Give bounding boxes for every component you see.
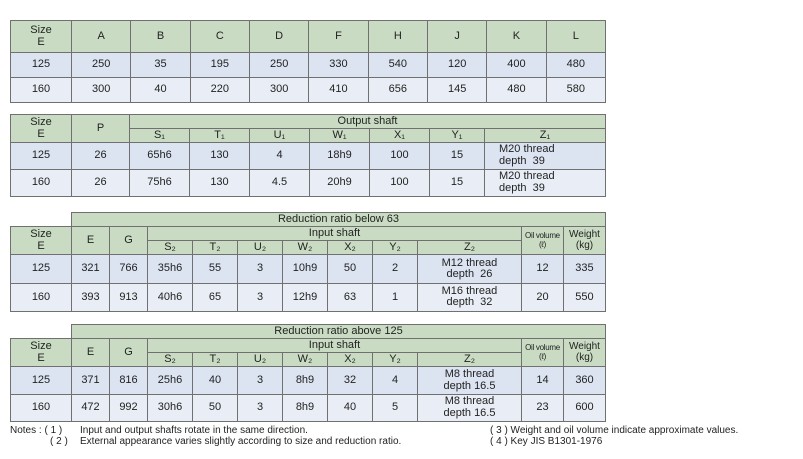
table-cell: 125 — [11, 367, 72, 394]
table-cell: 8h9 — [283, 367, 328, 394]
table-row — [11, 170, 606, 197]
table-cell: 18h9 — [310, 143, 370, 170]
col-header-z1: Z₁ — [485, 129, 606, 143]
col-header-x1: X₁ — [370, 129, 430, 143]
col-header-u1: U₁ — [250, 129, 310, 143]
table-cell: 816 — [110, 367, 148, 394]
col-header-w2: W₂ — [283, 353, 328, 367]
col-header-s2: S₂ — [148, 353, 193, 367]
table-cell: 40 — [193, 367, 238, 394]
table-cell: 3 — [238, 367, 283, 394]
col-header-t2: T₂ — [193, 353, 238, 367]
col-header-z2: Z₂ — [418, 241, 522, 255]
col-header-y2: Y₂ — [373, 241, 418, 255]
table-cell: 10h9 — [283, 255, 328, 283]
table-cell: 550 — [563, 283, 605, 311]
thread-cell: M20 thread depth 39 — [485, 143, 606, 170]
table-cell: 75h6 — [130, 170, 190, 197]
blank-cell — [11, 325, 72, 339]
table-cell: 35h6 — [148, 255, 193, 283]
col-header-k: K — [487, 21, 546, 53]
size-header: Size E — [11, 339, 72, 367]
reduction-below-63-table — [10, 212, 606, 312]
notes-row-1 — [10, 425, 800, 436]
table-title: Reduction ratio above 125 — [72, 325, 606, 339]
table-cell: 23 — [521, 394, 563, 421]
col-header-b: B — [131, 21, 190, 53]
note-2-number: ( 2 ) — [50, 436, 68, 447]
table-cell: 5 — [373, 394, 418, 421]
table-cell: 195 — [190, 53, 249, 78]
table-cell: 300 — [72, 78, 131, 103]
oil-volume-header: Oil volume (ℓ) — [521, 339, 563, 367]
table-cell: 125 — [11, 255, 72, 283]
size-header: Size E — [11, 115, 72, 143]
table-cell: 30h6 — [148, 394, 193, 421]
table-cell: 125 — [11, 143, 72, 170]
thread-cell: M20 thread depth 39 — [485, 170, 606, 197]
table-cell: 335 — [563, 255, 605, 283]
table-cell: 2 — [373, 255, 418, 283]
table-cell: 12h9 — [283, 283, 328, 311]
thread-cell: M12 thread depth 26 — [418, 255, 522, 283]
table-header-row — [11, 339, 606, 353]
table-cell: 100 — [370, 170, 430, 197]
title-row — [11, 213, 606, 227]
col-header-s2: S₂ — [148, 241, 193, 255]
note-1: Input and output shafts rotate in the same direction. — [80, 425, 308, 436]
col-header-z2: Z₂ — [418, 353, 522, 367]
table-row — [11, 255, 606, 283]
table-cell: 3 — [238, 394, 283, 421]
thread-cell: M16 thread depth 32 — [418, 283, 522, 311]
table-cell: 65 — [193, 283, 238, 311]
note-4: ( 4 ) Key JIS B1301-1976 — [490, 436, 603, 447]
table-cell: 14 — [521, 367, 563, 394]
thread-cell: M8 thread depth 16.5 — [418, 367, 522, 394]
col-header-h: H — [368, 21, 427, 53]
output-shaft-header: Output shaft — [130, 115, 606, 129]
table-cell: 580 — [546, 78, 605, 103]
table-cell: 145 — [427, 78, 486, 103]
col-header-e: E — [72, 339, 110, 367]
table-cell: 20 — [521, 283, 563, 311]
table-cell: 4 — [373, 367, 418, 394]
table-title: Reduction ratio below 63 — [72, 213, 606, 227]
col-header-c: C — [190, 21, 249, 53]
notes — [10, 425, 800, 447]
table-cell: 20h9 — [310, 170, 370, 197]
input-shaft-header: Input shaft — [148, 339, 522, 353]
input-shaft-header: Input shaft — [148, 227, 522, 241]
col-header-w1: W₁ — [310, 129, 370, 143]
table-cell: 321 — [72, 255, 110, 283]
table-cell: 393 — [72, 283, 110, 311]
table-header-row — [11, 115, 606, 129]
thread-cell: M8 thread depth 16.5 — [418, 394, 522, 421]
blank-cell — [11, 213, 72, 227]
col-header-y1: Y₁ — [430, 129, 485, 143]
table-cell: 540 — [368, 53, 427, 78]
col-header-x2: X₂ — [328, 241, 373, 255]
col-header-x2: X₂ — [328, 353, 373, 367]
table-cell: 125 — [11, 53, 72, 78]
table-cell: 40h6 — [148, 283, 193, 311]
table-cell: 250 — [72, 53, 131, 78]
table-cell: 250 — [249, 53, 308, 78]
table-cell: 992 — [110, 394, 148, 421]
table-row — [11, 78, 606, 103]
table-cell: 8h9 — [283, 394, 328, 421]
table-cell: 1 — [373, 283, 418, 311]
title-row — [11, 325, 606, 339]
table-cell: 65h6 — [130, 143, 190, 170]
table-row — [11, 283, 606, 311]
col-header-t2: T₂ — [193, 241, 238, 255]
table-cell: 656 — [368, 78, 427, 103]
table-cell: 26 — [72, 170, 130, 197]
table-cell: 50 — [193, 394, 238, 421]
col-header-d: D — [249, 21, 308, 53]
table-cell: 50 — [328, 255, 373, 283]
col-header-u2: U₂ — [238, 241, 283, 255]
table-cell: 100 — [370, 143, 430, 170]
col-header-y2: Y₂ — [373, 353, 418, 367]
col-header-e: E — [72, 227, 110, 255]
table-cell: 3 — [238, 283, 283, 311]
output-shaft-table — [10, 114, 606, 197]
table-header-row — [11, 227, 606, 241]
size-header: Size E — [11, 227, 72, 255]
notes-prefix: Notes : ( 1 ) — [10, 425, 63, 436]
col-header-s1: S₁ — [130, 129, 190, 143]
table-cell: 300 — [249, 78, 308, 103]
note-3: ( 3 ) Weight and oil volume indicate approximate values. — [490, 425, 739, 436]
table-cell: 25h6 — [148, 367, 193, 394]
table-cell: 26 — [72, 143, 130, 170]
table-cell: 160 — [11, 283, 72, 311]
table-cell: 913 — [110, 283, 148, 311]
table-cell: 330 — [309, 53, 368, 78]
reduction-above-125-table — [10, 324, 606, 422]
table-cell: 40 — [328, 394, 373, 421]
table-cell: 63 — [328, 283, 373, 311]
table-cell: 15 — [430, 143, 485, 170]
col-header-p: P — [72, 115, 130, 143]
table-cell: 160 — [11, 78, 72, 103]
table-cell: 4 — [250, 143, 310, 170]
table-cell: 40 — [131, 78, 190, 103]
table-cell: 400 — [487, 53, 546, 78]
table-row — [11, 53, 606, 78]
col-header-l: L — [546, 21, 605, 53]
table-row — [11, 367, 606, 394]
table-cell: 15 — [430, 170, 485, 197]
table-cell: 766 — [110, 255, 148, 283]
table-cell: 410 — [309, 78, 368, 103]
table-cell: 35 — [131, 53, 190, 78]
col-header-a: A — [72, 21, 131, 53]
note-2: External appearance varies slightly according to size and reduction ratio. — [80, 436, 402, 447]
table-cell: 55 — [193, 255, 238, 283]
col-header-t1: T₁ — [190, 129, 250, 143]
col-header-w2: W₂ — [283, 241, 328, 255]
table-cell: 371 — [72, 367, 110, 394]
weight-header: Weight (kg) — [563, 227, 605, 255]
size-header: Size E — [11, 21, 72, 53]
table-cell: 480 — [487, 78, 546, 103]
table-cell: 600 — [563, 394, 605, 421]
weight-header: Weight (kg) — [563, 339, 605, 367]
table-cell: 3 — [238, 255, 283, 283]
table-cell: 220 — [190, 78, 249, 103]
table-row — [11, 394, 606, 421]
table-header-row — [11, 21, 606, 53]
table-cell: 4.5 — [250, 170, 310, 197]
dimension-table — [10, 20, 606, 103]
notes-row-2 — [10, 436, 800, 447]
table-cell: 32 — [328, 367, 373, 394]
col-header-f: F — [309, 21, 368, 53]
col-header-u2: U₂ — [238, 353, 283, 367]
table-cell: 120 — [427, 53, 486, 78]
col-header-g: G — [110, 227, 148, 255]
table-cell: 360 — [563, 367, 605, 394]
table-cell: 160 — [11, 170, 72, 197]
table-cell: 472 — [72, 394, 110, 421]
col-header-g: G — [110, 339, 148, 367]
table-cell: 480 — [546, 53, 605, 78]
table-cell: 130 — [190, 170, 250, 197]
oil-volume-header: Oil volume (ℓ) — [521, 227, 563, 255]
table-row — [11, 143, 606, 170]
col-header-j: J — [427, 21, 486, 53]
table-cell: 130 — [190, 143, 250, 170]
table-cell: 12 — [521, 255, 563, 283]
table-cell: 160 — [11, 394, 72, 421]
